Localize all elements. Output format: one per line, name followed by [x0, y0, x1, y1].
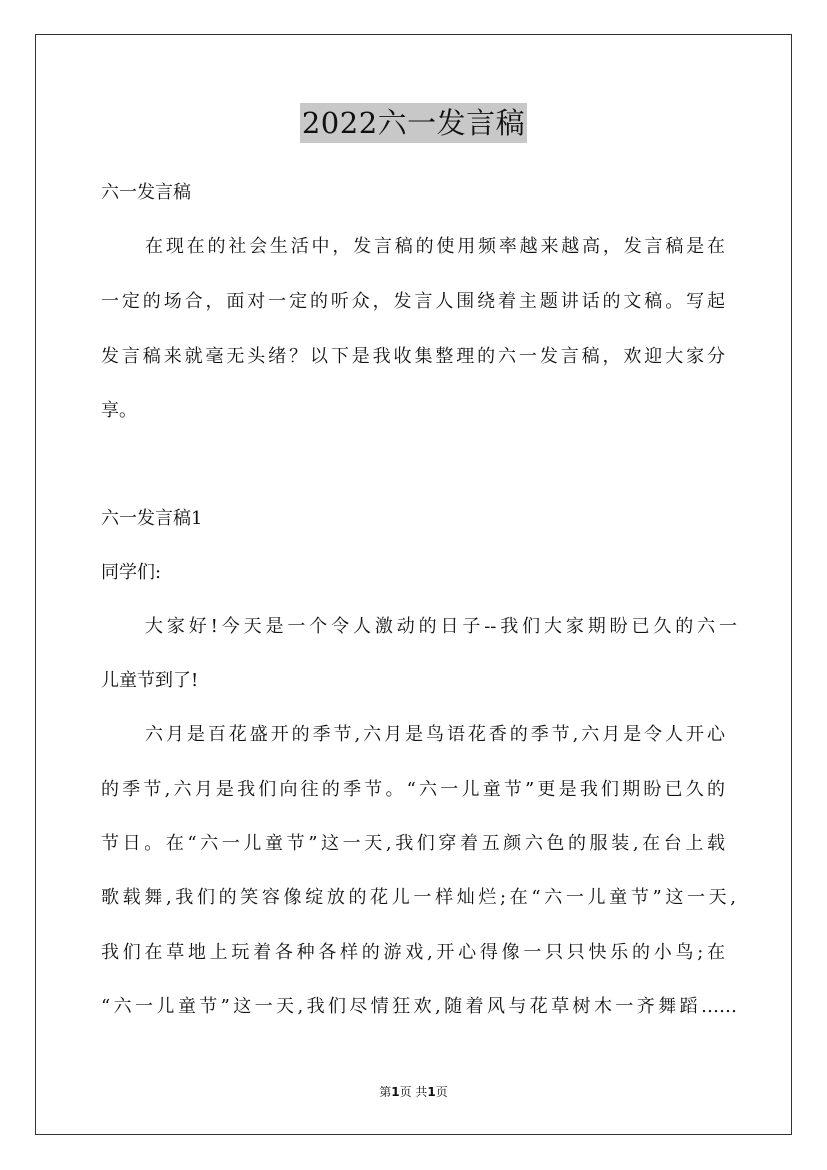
document-heading: 六一发言稿: [101, 182, 191, 203]
footer-prefix: 第: [379, 1085, 392, 1099]
title-container: [0, 103, 827, 143]
footer-total-pages: 1: [427, 1085, 436, 1099]
footer-suffix: 页: [435, 1085, 448, 1099]
para1-line-2: 儿童节到了!: [101, 670, 199, 691]
footer-page-number: 1: [391, 1085, 400, 1099]
document-title: 2022六一发言稿: [300, 103, 527, 143]
para2-line-6: “六一儿童节”这一天,我们尽情狂欢,随着风与花草树木一齐舞蹈……: [101, 996, 737, 1017]
intro-line-1: 在现在的社会生活中，发言稿的使用频率越来越高，发言稿是在: [145, 236, 725, 257]
greeting: 同学们:: [101, 562, 162, 583]
para2-line-2: 的季节,六月是我们向往的季节。“六一儿童节”更是我们期盼已久的: [101, 779, 725, 800]
footer-mid: 页 共: [399, 1085, 428, 1099]
section-heading-1: 六一发言稿1: [101, 508, 203, 529]
intro-line-2: 一定的场合，面对一定的听众，发言人围绕着主题讲话的文稿。写起: [101, 291, 725, 312]
para2-line-4: 歌载舞,我们的笑容像绽放的花儿一样灿烂;在“六一儿童节”这一天,: [101, 887, 736, 908]
para1-line-1: 大家好!今天是一个令人激动的日子--我们大家期盼已久的六一: [145, 616, 737, 637]
page-footer: [0, 1084, 827, 1100]
intro-line-4: 享。: [101, 400, 137, 421]
para2-line-5: 我们在草地上玩着各种各样的游戏,开心得像一只只快乐的小鸟;在: [101, 942, 725, 963]
para2-line-1: 六月是百花盛开的季节,六月是鸟语花香的季节,六月是令人开心: [145, 724, 725, 745]
intro-line-3: 发言稿来就毫无头绪？以下是我收集整理的六一发言稿，欢迎大家分: [101, 346, 725, 367]
para2-line-3: 节日。在“六一儿童节”这一天,我们穿着五颜六色的服装,在台上载: [101, 833, 725, 854]
